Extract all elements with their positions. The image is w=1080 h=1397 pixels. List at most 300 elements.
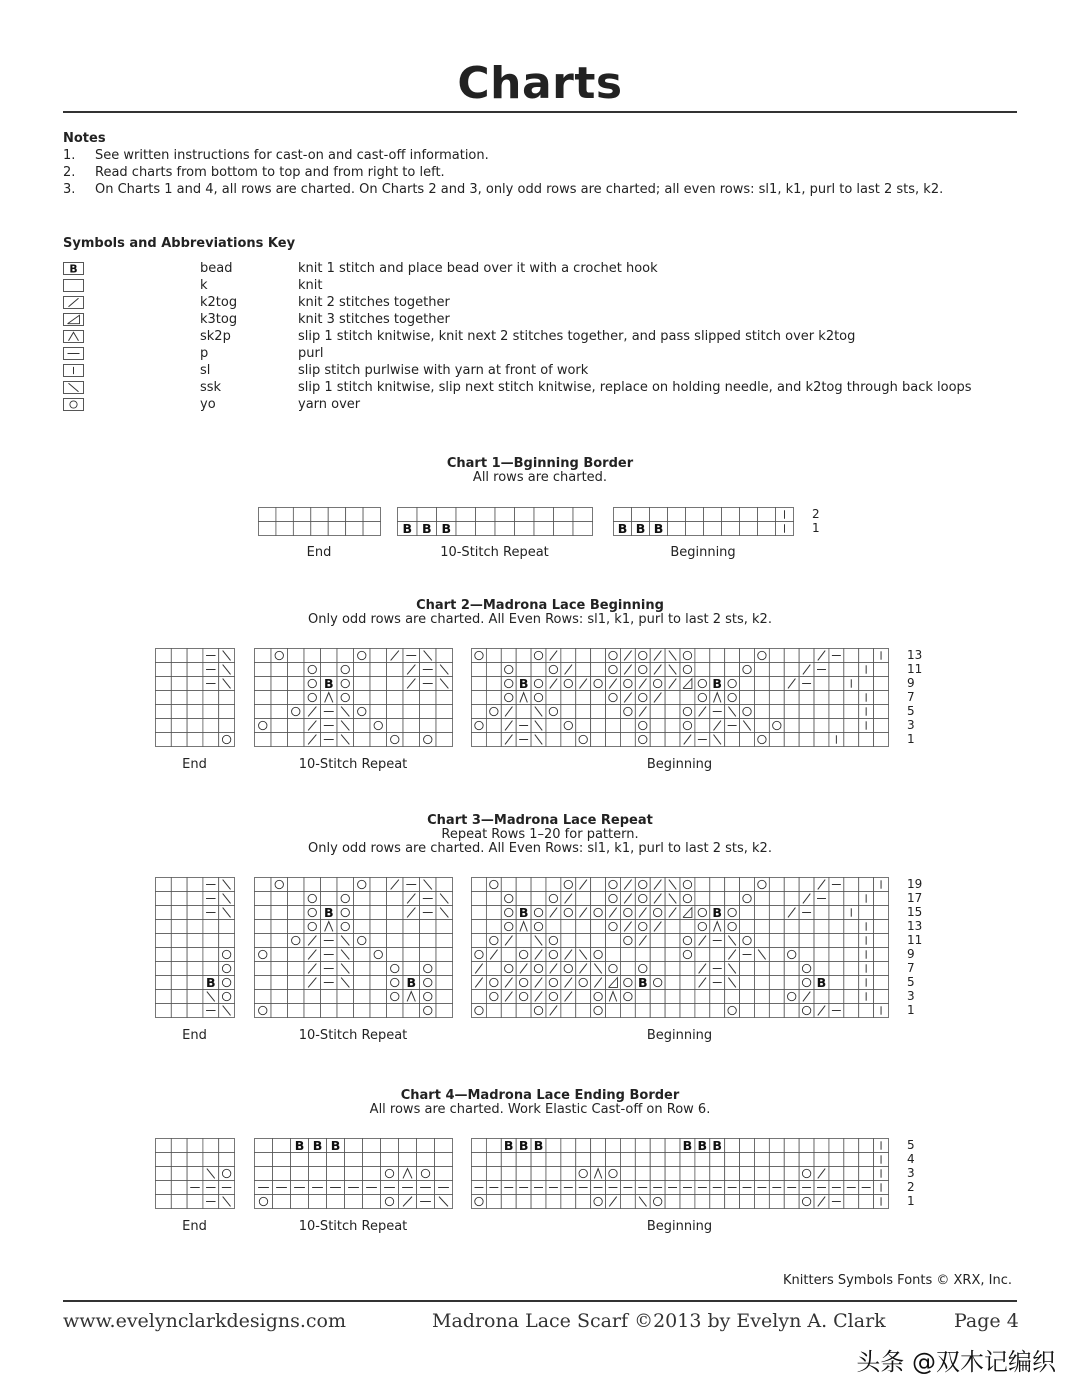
stitch-cell [740, 1004, 755, 1018]
stitch-cell [370, 663, 387, 677]
stitch-cell [754, 649, 769, 663]
stitch-cell [561, 733, 576, 747]
stitch-cell [156, 1181, 172, 1195]
stitch-cell [271, 990, 288, 1004]
stitch-cell [680, 719, 695, 733]
stitch-cell [650, 508, 668, 522]
stitch-cell [799, 1004, 814, 1018]
stitch-cell [650, 1004, 665, 1018]
stitch-cell [591, 920, 606, 934]
stitch-cell [606, 892, 621, 906]
stitch-cell [784, 948, 799, 962]
stitch-cell [620, 1167, 635, 1181]
note-text: See written instructions for cast-on and cast-off information. [95, 148, 489, 163]
stitch-cell [844, 691, 859, 705]
stitch-cell [606, 1139, 621, 1153]
stitch-cell [606, 649, 621, 663]
stitch-cell [501, 1153, 516, 1167]
row-number: 9 [907, 676, 915, 690]
stitch-cell [171, 892, 187, 906]
stitch-cell [546, 878, 561, 892]
stitch-cell [680, 990, 695, 1004]
note-number: 1. [63, 148, 76, 163]
stitch-cell [370, 1004, 387, 1018]
stitch-cell [650, 719, 665, 733]
stitch-cell [501, 878, 516, 892]
stitch-cell [171, 948, 187, 962]
stitch-cell [680, 705, 695, 719]
stitch-cell [436, 1004, 453, 1018]
stitch-cell [725, 1153, 740, 1167]
stitch-cell [874, 976, 889, 990]
stitch-cell [156, 892, 172, 906]
stitch-cell [516, 976, 531, 990]
stitch-cell [288, 962, 305, 976]
stitch-cell [327, 1167, 345, 1181]
stitch-cell [436, 962, 453, 976]
stitch-cell [271, 878, 288, 892]
stitch-cell [784, 1139, 799, 1153]
stitch-cell [859, 733, 874, 747]
stitch-cell [203, 691, 219, 705]
stitch-cell [156, 1004, 172, 1018]
stitch-cell [435, 1167, 453, 1181]
stitch-cell [219, 719, 235, 733]
stitch-cell [650, 1153, 665, 1167]
stitch-cell [635, 962, 650, 976]
stitch-cell [620, 1153, 635, 1167]
row-number: 7 [907, 690, 915, 704]
stitch-cell [740, 1195, 755, 1209]
stitch-cell [255, 719, 272, 733]
stitch-cell [255, 920, 272, 934]
stitch-cell [354, 1004, 371, 1018]
stitch-cell [398, 508, 418, 522]
stitch-cell [591, 1139, 606, 1153]
stitch-cell [829, 705, 844, 719]
stitch-cell [576, 719, 591, 733]
stitch-cell [829, 691, 844, 705]
stitch-cell [501, 962, 516, 976]
stitch-cell [799, 1167, 814, 1181]
row-number: 15 [907, 905, 923, 919]
stitch-cell [516, 892, 531, 906]
stitch-cell [606, 920, 621, 934]
stitch-cell [650, 990, 665, 1004]
row-number: 17 [907, 891, 923, 905]
stitch-cell [561, 705, 576, 719]
stitch-cell [304, 892, 321, 906]
stitch-cell [754, 719, 769, 733]
stitch-cell [171, 663, 187, 677]
key-description: slip stitch purlwise with yarn at front of work [298, 363, 589, 378]
stitch-cell [591, 649, 606, 663]
stitch-cell [354, 663, 371, 677]
stitch-cell [399, 1139, 417, 1153]
stitch-cell [293, 508, 310, 522]
stitch-cell [680, 878, 695, 892]
stitch-cell [288, 906, 305, 920]
stitch-cell [417, 508, 437, 522]
key-abbreviation: k2tog [200, 295, 238, 310]
stitch-cell [363, 1139, 381, 1153]
stitch-cell [814, 920, 829, 934]
key-row [63, 345, 1023, 362]
stitch-cell [546, 719, 561, 733]
stitch-cell [620, 962, 635, 976]
stitch-cell [680, 1004, 695, 1018]
stitch-cell [635, 649, 650, 663]
stitch-cell [680, 1167, 695, 1181]
stitch-cell [255, 962, 272, 976]
stitch-cell [695, 948, 710, 962]
stitch-cell [387, 962, 404, 976]
stitch-cell [695, 892, 710, 906]
stitch-cell [799, 1195, 814, 1209]
stitch-cell [784, 920, 799, 934]
stitch-cell [606, 1004, 621, 1018]
stitch-cell [844, 892, 859, 906]
bead-symbol: B [402, 520, 413, 536]
stitch-cell [814, 934, 829, 948]
stitch-cell [722, 508, 740, 522]
stitch-cell [495, 508, 515, 522]
stitch-cell [859, 878, 874, 892]
stitch-cell [516, 663, 531, 677]
stitch-cell [501, 892, 516, 906]
stitch-cell [472, 1167, 487, 1181]
chart-subtitle: All rows are charted. Work Elastic Cast-off on Row 6. [369, 1102, 711, 1117]
stitch-cell [665, 920, 680, 934]
stitch-cell [321, 892, 338, 906]
stitch-cell [859, 677, 874, 691]
stitch-cell [436, 649, 453, 663]
stitch-cell [354, 934, 371, 948]
bead-symbol: B [205, 974, 216, 990]
stitch-cell [171, 733, 187, 747]
k2tog-key-symbol-icon [63, 294, 200, 311]
row-number: 3 [907, 1166, 915, 1180]
stitch-cell [255, 663, 272, 677]
stitch-cell [665, 1195, 680, 1209]
stitch-cell [769, 733, 784, 747]
stitch-cell [370, 892, 387, 906]
stitch-cell [769, 1004, 784, 1018]
stitch-cell [276, 508, 293, 522]
stitch-cell [874, 920, 889, 934]
stitch-cell [354, 691, 371, 705]
stitch-cell [665, 1004, 680, 1018]
stitch-cell [387, 920, 404, 934]
stitch-cell [561, 649, 576, 663]
stitch-cell [387, 892, 404, 906]
stitch-cell [486, 705, 501, 719]
stitch-cell [784, 962, 799, 976]
stitch-cell [187, 906, 203, 920]
row-number: 11 [907, 933, 923, 947]
watermark: 头条 @双木记编织 [856, 1348, 1056, 1376]
stitch-cell [273, 1139, 291, 1153]
stitch-cell [472, 1139, 487, 1153]
stitch-cell [725, 878, 740, 892]
stitch-cell [187, 719, 203, 733]
footer-rule [63, 1300, 1017, 1302]
chart-subtitle: All rows are charted. [472, 470, 608, 485]
stitch-cell [156, 934, 172, 948]
stitch-cell [725, 1167, 740, 1181]
stitch-cell [620, 733, 635, 747]
stitch-cell [844, 990, 859, 1004]
bead-symbol: B [617, 520, 628, 536]
stitch-cell [327, 1153, 345, 1167]
stitch-cell [620, 719, 635, 733]
stitch-cell [650, 677, 665, 691]
bead-symbol: B [69, 262, 78, 276]
stitch-cell [754, 990, 769, 1004]
stitch-cell [436, 934, 453, 948]
stitch-cell [187, 892, 203, 906]
stitch-cell [486, 691, 501, 705]
row-number: 5 [907, 975, 915, 989]
stitch-cell [591, 1153, 606, 1167]
stitch-cell [561, 1139, 576, 1153]
stitch-cell [486, 934, 501, 948]
key-row [63, 379, 1023, 396]
stitch-cell [546, 920, 561, 934]
chart-beginning-label: Beginning [646, 757, 713, 772]
stitch-cell [754, 892, 769, 906]
stitch-cell [859, 906, 874, 920]
stitch-cell [156, 663, 172, 677]
stitch-cell [546, 705, 561, 719]
stitch-cell [561, 906, 576, 920]
stitch-cell [370, 733, 387, 747]
stitch-cell [874, 906, 889, 920]
stitch-cell [486, 878, 501, 892]
stitch-cell [635, 892, 650, 906]
stitch-cell [680, 920, 695, 934]
stitch-cell [769, 691, 784, 705]
stitch-cell [354, 948, 371, 962]
stitch-cell [187, 1153, 203, 1167]
footer-website[interactable]: www.evelynclarkdesigns.com [63, 1310, 347, 1332]
stitch-cell [740, 934, 755, 948]
stitch-cell [156, 920, 172, 934]
stitch-cell [606, 733, 621, 747]
stitch-cell [665, 934, 680, 948]
note-item [63, 164, 1023, 181]
stitch-cell [309, 1195, 327, 1209]
stitch-cell [187, 663, 203, 677]
chart-title: Chart 1—Bginning Border [446, 456, 634, 471]
note-number: 3. [63, 182, 76, 197]
stitch-cell [573, 522, 593, 536]
stitch-cell [814, 677, 829, 691]
stitch-cell [725, 1139, 740, 1153]
stitch-cell [740, 920, 755, 934]
stitch-cell [171, 962, 187, 976]
stitch-cell [686, 508, 704, 522]
stitch-cell [814, 691, 829, 705]
stitch-cell [680, 1153, 695, 1167]
key-description: purl [298, 346, 324, 361]
stitch-cell [187, 990, 203, 1004]
stitch-cell [259, 508, 276, 522]
stitch-cell [829, 976, 844, 990]
title-rule [63, 111, 1017, 113]
stitch-cell [814, 990, 829, 1004]
stitch-cell [403, 691, 420, 705]
stitch-cell [829, 948, 844, 962]
stitch-cell [620, 906, 635, 920]
stitch-cell [337, 990, 354, 1004]
stitch-cell [769, 1167, 784, 1181]
key-abbreviation: bead [200, 261, 233, 276]
stitch-cell [620, 1139, 635, 1153]
stitch-cell [420, 920, 437, 934]
stitch-cell [486, 1167, 501, 1181]
stitch-cell [576, 691, 591, 705]
chart1-repeat-grid [397, 507, 594, 537]
stitch-cell [531, 649, 546, 663]
stitch-cell [304, 649, 321, 663]
stitch-cell [456, 508, 476, 522]
stitch-cell [844, 663, 859, 677]
stitch-cell [255, 705, 272, 719]
stitch-cell [437, 508, 457, 522]
stitch-cell [859, 1139, 874, 1153]
stitch-cell [784, 733, 799, 747]
stitch-cell [650, 948, 665, 962]
stitch-cell [740, 906, 755, 920]
row-number: 11 [907, 662, 923, 676]
stitch-cell [403, 1004, 420, 1018]
stitch-cell [309, 1167, 327, 1181]
stitch-cell [635, 948, 650, 962]
k-key-symbol-icon [63, 277, 200, 294]
stitch-cell [486, 1004, 501, 1018]
stitch-cell [769, 649, 784, 663]
stitch-cell [288, 920, 305, 934]
stitch-cell [740, 878, 755, 892]
key-row [63, 362, 1023, 379]
stitch-cell [337, 892, 354, 906]
stitch-cell [436, 948, 453, 962]
stitch-cell [304, 990, 321, 1004]
chart-beginning-label: Beginning [670, 545, 736, 560]
stitch-cell [187, 691, 203, 705]
stitch-cell [501, 691, 516, 705]
stitch-cell [255, 892, 272, 906]
stitch-cell [516, 990, 531, 1004]
stitch-cell [784, 934, 799, 948]
stitch-cell [635, 920, 650, 934]
row-number: 13 [907, 919, 923, 933]
stitch-cell [620, 990, 635, 1004]
stitch-cell [219, 934, 235, 948]
stitch-cell [354, 733, 371, 747]
stitch-cell [472, 906, 487, 920]
stitch-cell [635, 990, 650, 1004]
stitch-cell [576, 920, 591, 934]
stitch-cell [874, 691, 889, 705]
stitch-cell [370, 677, 387, 691]
stitch-cell [354, 677, 371, 691]
stitch-cell [650, 934, 665, 948]
stitch-cell [486, 976, 501, 990]
stitch-cell [754, 1153, 769, 1167]
stitch-cell [591, 1004, 606, 1018]
stitch-cell [171, 705, 187, 719]
stitch-cell [255, 1004, 272, 1018]
stitch-cell [769, 906, 784, 920]
stitch-cell [844, 920, 859, 934]
stitch-cell [219, 990, 235, 1004]
stitch-cell [381, 1139, 399, 1153]
stitch-cell [740, 1139, 755, 1153]
key-row [63, 277, 1023, 294]
stitch-cell [680, 1195, 695, 1209]
stitch-cell [725, 663, 740, 677]
key-abbreviation: sl [200, 363, 211, 378]
bead-symbol: B [406, 974, 417, 990]
stitch-cell [456, 522, 476, 536]
key-abbreviation: k3tog [200, 312, 238, 327]
stitch-cell [255, 677, 272, 691]
row-number: 4 [907, 1152, 915, 1166]
stitch-cell [665, 990, 680, 1004]
stitch-cell [754, 976, 769, 990]
stitch-cell [516, 948, 531, 962]
note-number: 2. [63, 165, 76, 180]
key-row [63, 260, 1023, 277]
stitch-cell [219, 733, 235, 747]
row-number: 7 [907, 961, 915, 975]
stitch-cell [859, 1153, 874, 1167]
stitch-cell [606, 719, 621, 733]
stitch-cell [501, 677, 516, 691]
notes-section [63, 130, 1023, 198]
stitch-cell [436, 878, 453, 892]
stitch-cell [576, 990, 591, 1004]
stitch-cell [304, 691, 321, 705]
stitch-cell [650, 1195, 665, 1209]
stitch-cell [156, 677, 172, 691]
row-number: 13 [907, 648, 923, 662]
row-number: 1 [907, 1194, 915, 1208]
stitch-cell [271, 691, 288, 705]
stitch-cell [171, 1195, 187, 1209]
stitch-cell [769, 677, 784, 691]
stitch-cell [337, 906, 354, 920]
stitch-cell [354, 649, 371, 663]
stitch-cell [156, 878, 172, 892]
stitch-cell [591, 892, 606, 906]
stitch-cell [531, 878, 546, 892]
stitch-cell [591, 906, 606, 920]
stitch-cell [561, 920, 576, 934]
stitch-cell [271, 948, 288, 962]
stitch-cell [620, 677, 635, 691]
bead-symbol: B [682, 1137, 693, 1153]
stitch-cell [436, 920, 453, 934]
stitch-cell [156, 1139, 172, 1153]
stitch-cell [403, 962, 420, 976]
notes-heading: Notes [63, 131, 106, 146]
key-description: knit 2 stitches together [298, 295, 450, 310]
stitch-cell [844, 719, 859, 733]
chart1-beginning-grid [613, 507, 795, 537]
